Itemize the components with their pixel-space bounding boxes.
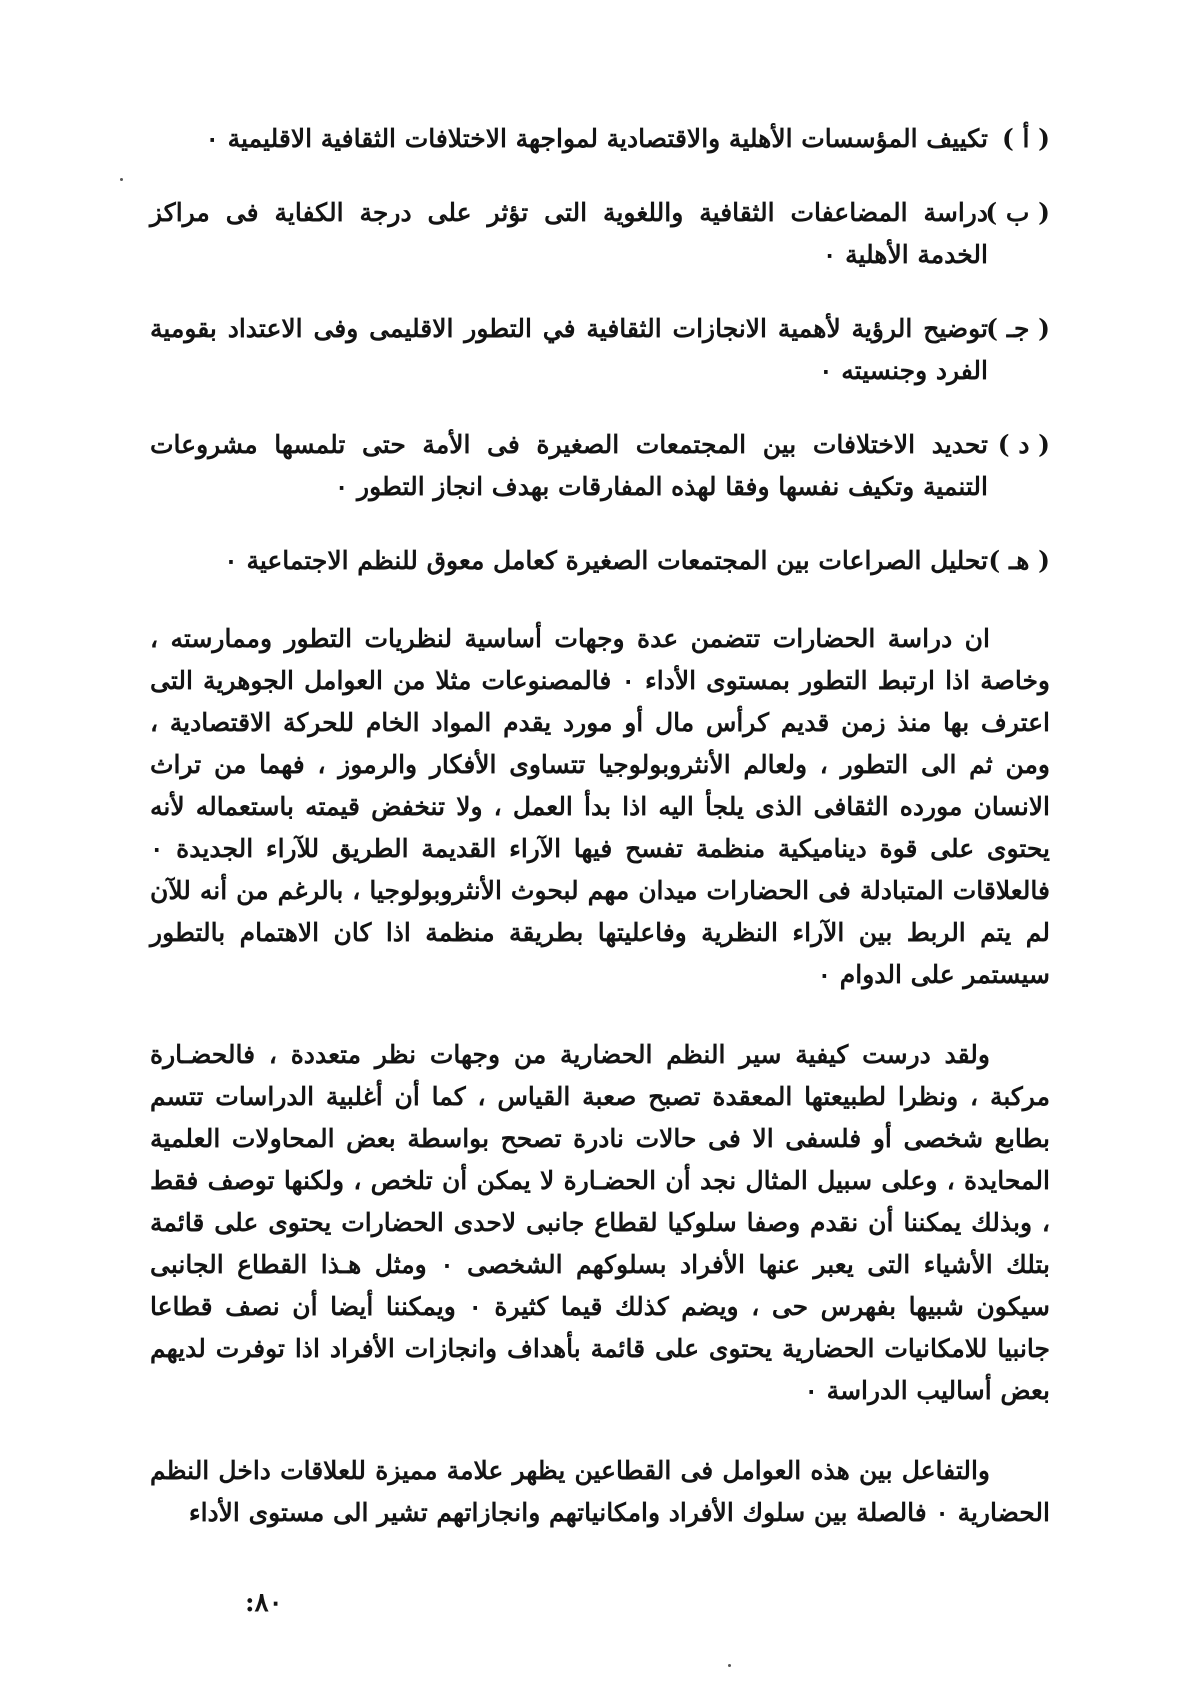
list-item: [150, 118, 1050, 160]
list-item-text: تكييف المؤسسات الأهلية والاقتصادية لمواجهة الاختلافات الثقافية الاقليمية ٠: [205, 124, 988, 153]
scan-speck: [120, 178, 123, 181]
body-paragraph: ان دراسة الحضارات تتضمن عدة وجهات أساسية لنظريات التطور وممارسته ، وخاصة اذا ارتبط التطور بمستوى الأداء ٠ فالمصنوعات مثلا من العوامل الجوهرية التى اعترف بها منذ زمن قديم كرأس مال أو مورد يقدم المواد الخام للحركة الاقتصادية ، ومن ثم الى التطور ، ولعالم الأنثروبولوجيا تتساوى الأفكار والرموز ، فهما من تراث الانسان مورده الثقافى الذى يلجأ اليه اذا بدأ العمل ، ولا تنخفض قيمته باستعماله لأنه يحتوى على قوة ديناميكية منظمة تفسح فيها الآراء القديمة الطريق للآراء الجديدة ٠ فالعلاقات المتبادلة فى الحضارات ميدان مهم لبحوث الأنثروبولوجيا ، بالرغم من أنه للآن لم يتم الربط بين الآراء النظرية وفاعليتها بطريقة منظمة اذا كان الاهتمام بالتطور سيستمر على الدوام ٠: [150, 624, 1050, 989]
list-item: [150, 424, 1050, 508]
list-item: [150, 192, 1050, 276]
page-content: [150, 118, 1050, 1572]
list-marker: ( ب ): [985, 198, 1050, 227]
list-marker: ( أ ): [1001, 124, 1050, 153]
page-number: ٨٠:: [245, 1588, 283, 1618]
list-marker: ( د ): [997, 430, 1050, 459]
list-item-text: توضيح الرؤية لأهمية الانجازات الثقافية في التطور الاقليمى وفى الاعتداد بقومية الفرد وجنسيته ٠: [150, 314, 988, 385]
list-marker: ( هـ ): [988, 546, 1050, 575]
body-paragraph: والتفاعل بين هذه العوامل فى القطاعين يظهر علامة مميزة للعلاقات داخل النظم الحضارية ٠ فالصلة بين سلوك الأفراد وامكانياتهم وانجازاتهم تشير الى مستوى الأداء: [150, 1456, 1050, 1527]
list-item: [150, 308, 1050, 392]
list-item-text: تحليل الصراعات بين المجتمعات الصغيرة كعامل معوق للنظم الاجتماعية ٠: [224, 546, 988, 575]
list-item-text: دراسة المضاعفات الثقافية واللغوية التى تؤثر على درجة الكفاية فى مراكز الخدمة الأهلية ٠: [150, 198, 988, 269]
body-paragraph: ولقد درست كيفية سير النظم الحضارية من وجهات نظر متعددة ، فالحضـارة مركبة ، ونظرا لطبيعتها المعقدة تصبح صعبة القياس ، كما أن أغلبية الدراسات تتسم بطابع شخصى أو فلسفى الا فى حالات نادرة تصحح بواسطة بعض المحاولات العلمية المحايدة ، وعلى سبيل المثال نجد أن الحضـارة لا يمكن أن تلخص ، ولكنها توصف فقط ، وبذلك يمكننا أن نقدم وصفا سلوكيا لقطاع جانبى لاحدى الحضارات يحتوى على قائمة بتلك الأشياء التى يعبر عنها الأفراد بسلوكهم الشخصى ٠ ومثل هـذا القطاع الجانبى سيكون شبيها بفهرس حى ، ويضم كذلك قيما كثيرة ٠ ويمكننا أيضا أن نصف قطاعا جانبيا للامكانيات الحضارية يحتوى على قائمة بأهداف وانجازات الأفراد اذا توفرت لديهم بعض أساليب الدراسة ٠: [150, 1040, 1050, 1405]
list-item: [150, 540, 1050, 582]
scan-speck: [728, 1664, 731, 1667]
list-marker: ( جـ ): [986, 314, 1050, 343]
list-item-text: تحديد الاختلافات بين المجتمعات الصغيرة فى الأمة حتى تلمسها مشروعات التنمية وتكيف نفسها وفقا لهذه المفارقات بهدف انجاز التطور ٠: [150, 430, 988, 501]
